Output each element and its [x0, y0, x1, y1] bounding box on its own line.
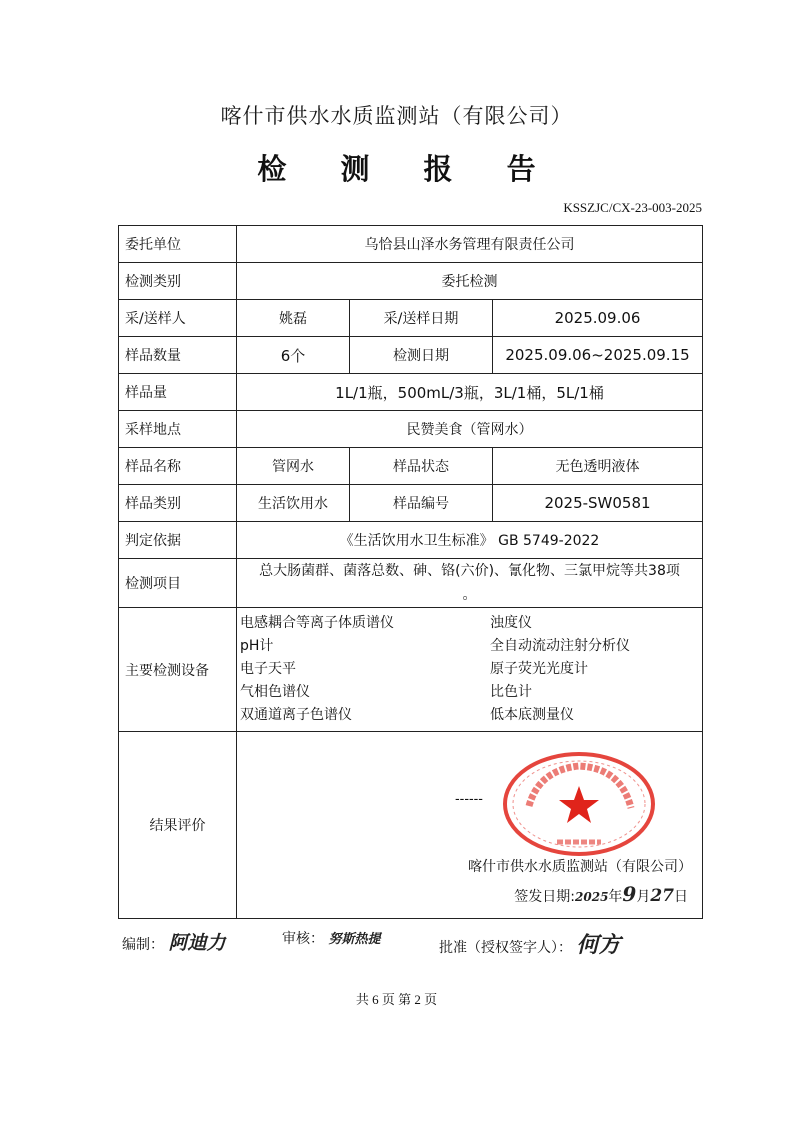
sampler-value: 姚磊 — [237, 300, 350, 337]
organization-name: 喀什市供水水质监测站（有限公司） — [220, 104, 573, 128]
result-label: 结果评价 — [119, 732, 237, 919]
equipment-item: 电感耦合等离子体质谱仪 — [240, 615, 394, 631]
sample-count-label: 样品数量 — [119, 337, 237, 374]
row-sampler — [119, 300, 703, 337]
row-sample-category — [119, 485, 703, 522]
row-basis — [119, 522, 703, 559]
sample-amount-label: 样品量 — [119, 374, 237, 411]
row-client — [119, 226, 703, 263]
equipment-item: 电子天平 — [240, 661, 296, 677]
row-items — [119, 559, 703, 608]
result-value: ------ — [455, 790, 483, 806]
test-date-value: 2025.09.06~2025.09.15 — [493, 337, 703, 374]
equipment-list-left — [240, 612, 490, 727]
reviewed-label: 审核： — [282, 931, 324, 947]
location-value: 民赞美食（管网水） — [237, 411, 703, 448]
location-label: 采样地点 — [119, 411, 237, 448]
prepared-label: 编制： — [122, 937, 164, 953]
page-number: 共 6 页 第 2 页 — [355, 992, 438, 1007]
row-equipment — [119, 608, 703, 732]
sample-name-value: 管网水 — [237, 448, 350, 485]
client-label: 委托单位 — [119, 226, 237, 263]
sample-date-label: 采/送样日期 — [350, 300, 493, 337]
row-sample-name — [119, 448, 703, 485]
items-value-end: 。 — [462, 587, 477, 603]
equipment-label: 主要检测设备 — [119, 608, 237, 732]
row-sample-count — [119, 337, 703, 374]
sample-amount-value: 1L/1瓶，500mL/3瓶，3L/1桶，5L/1桶 — [237, 374, 703, 411]
approved-signature: 何方 — [576, 932, 621, 958]
official-stamp-icon — [499, 748, 659, 860]
items-label: 检测项目 — [119, 559, 237, 608]
equipment-list-right — [490, 612, 630, 727]
client-value: 乌恰县山泽水务管理有限责任公司 — [237, 226, 703, 263]
basis-value: 《生活饮用水卫生标准》 GB 5749-2022 — [237, 522, 703, 559]
reviewed-by-field — [282, 928, 380, 948]
equipment-item: 比色计 — [490, 684, 532, 700]
equipment-item: 低本底测量仪 — [490, 707, 574, 723]
issue-date — [514, 882, 688, 906]
approved-by-field — [439, 928, 620, 959]
prepared-signature: 阿迪力 — [168, 932, 226, 954]
equipment-item: 原子荧光光度计 — [490, 661, 588, 677]
equipment-cell — [237, 608, 703, 732]
approved-label: 批准（授权签字人）： — [439, 940, 572, 956]
row-result — [119, 732, 703, 919]
sample-state-value: 无色透明液体 — [493, 448, 703, 485]
equipment-item: 浊度仪 — [490, 615, 532, 631]
result-cell — [237, 732, 703, 919]
test-type-label: 检测类别 — [119, 263, 237, 300]
sample-date-value: 2025.09.06 — [493, 300, 703, 337]
reviewed-signature: 努斯热提 — [328, 932, 381, 947]
equipment-item: pH计 — [240, 638, 274, 654]
issuer-name: 喀什市供水水质监测站（有限公司） — [468, 859, 693, 875]
month-unit: 月 — [636, 889, 651, 905]
report-table — [118, 225, 703, 919]
equipment-item: 双通道离子色谱仪 — [240, 707, 352, 723]
sample-state-label: 样品状态 — [350, 448, 493, 485]
equipment-item: 全自动流动注射分析仪 — [490, 638, 630, 654]
report-title: 检 测 报 告 — [257, 152, 558, 186]
issue-date-label: 签发日期: — [514, 889, 576, 905]
items-cell — [237, 559, 703, 608]
sampler-label: 采/送样人 — [119, 300, 237, 337]
issue-date-month: 9 — [622, 882, 637, 906]
sample-category-label: 样品类别 — [119, 485, 237, 522]
prepared-by-field — [122, 928, 225, 955]
sample-no-label: 样品编号 — [350, 485, 493, 522]
test-type-value: 委托检测 — [237, 263, 703, 300]
day-unit: 日 — [674, 889, 689, 905]
row-sample-amount — [119, 374, 703, 411]
sample-no-value: 2025-SW0581 — [493, 485, 703, 522]
sample-count-value: 6个 — [237, 337, 350, 374]
issue-date-day: 27 — [650, 886, 675, 906]
items-value: 总大肠菌群、菌落总数、砷、铬(六价)、氰化物、三氯甲烷等共38项 — [259, 563, 680, 579]
sample-name-label: 样品名称 — [119, 448, 237, 485]
test-date-label: 检测日期 — [350, 337, 493, 374]
equipment-item: 气相色谱仪 — [240, 684, 310, 700]
sample-category-value: 生活饮用水 — [237, 485, 350, 522]
row-location — [119, 411, 703, 448]
row-test-type — [119, 263, 703, 300]
issue-date-year: 2025 — [575, 890, 609, 904]
report-code: KSSZJC/CX-23-003-2025 — [563, 200, 702, 215]
year-unit: 年 — [608, 889, 623, 905]
basis-label: 判定依据 — [119, 522, 237, 559]
